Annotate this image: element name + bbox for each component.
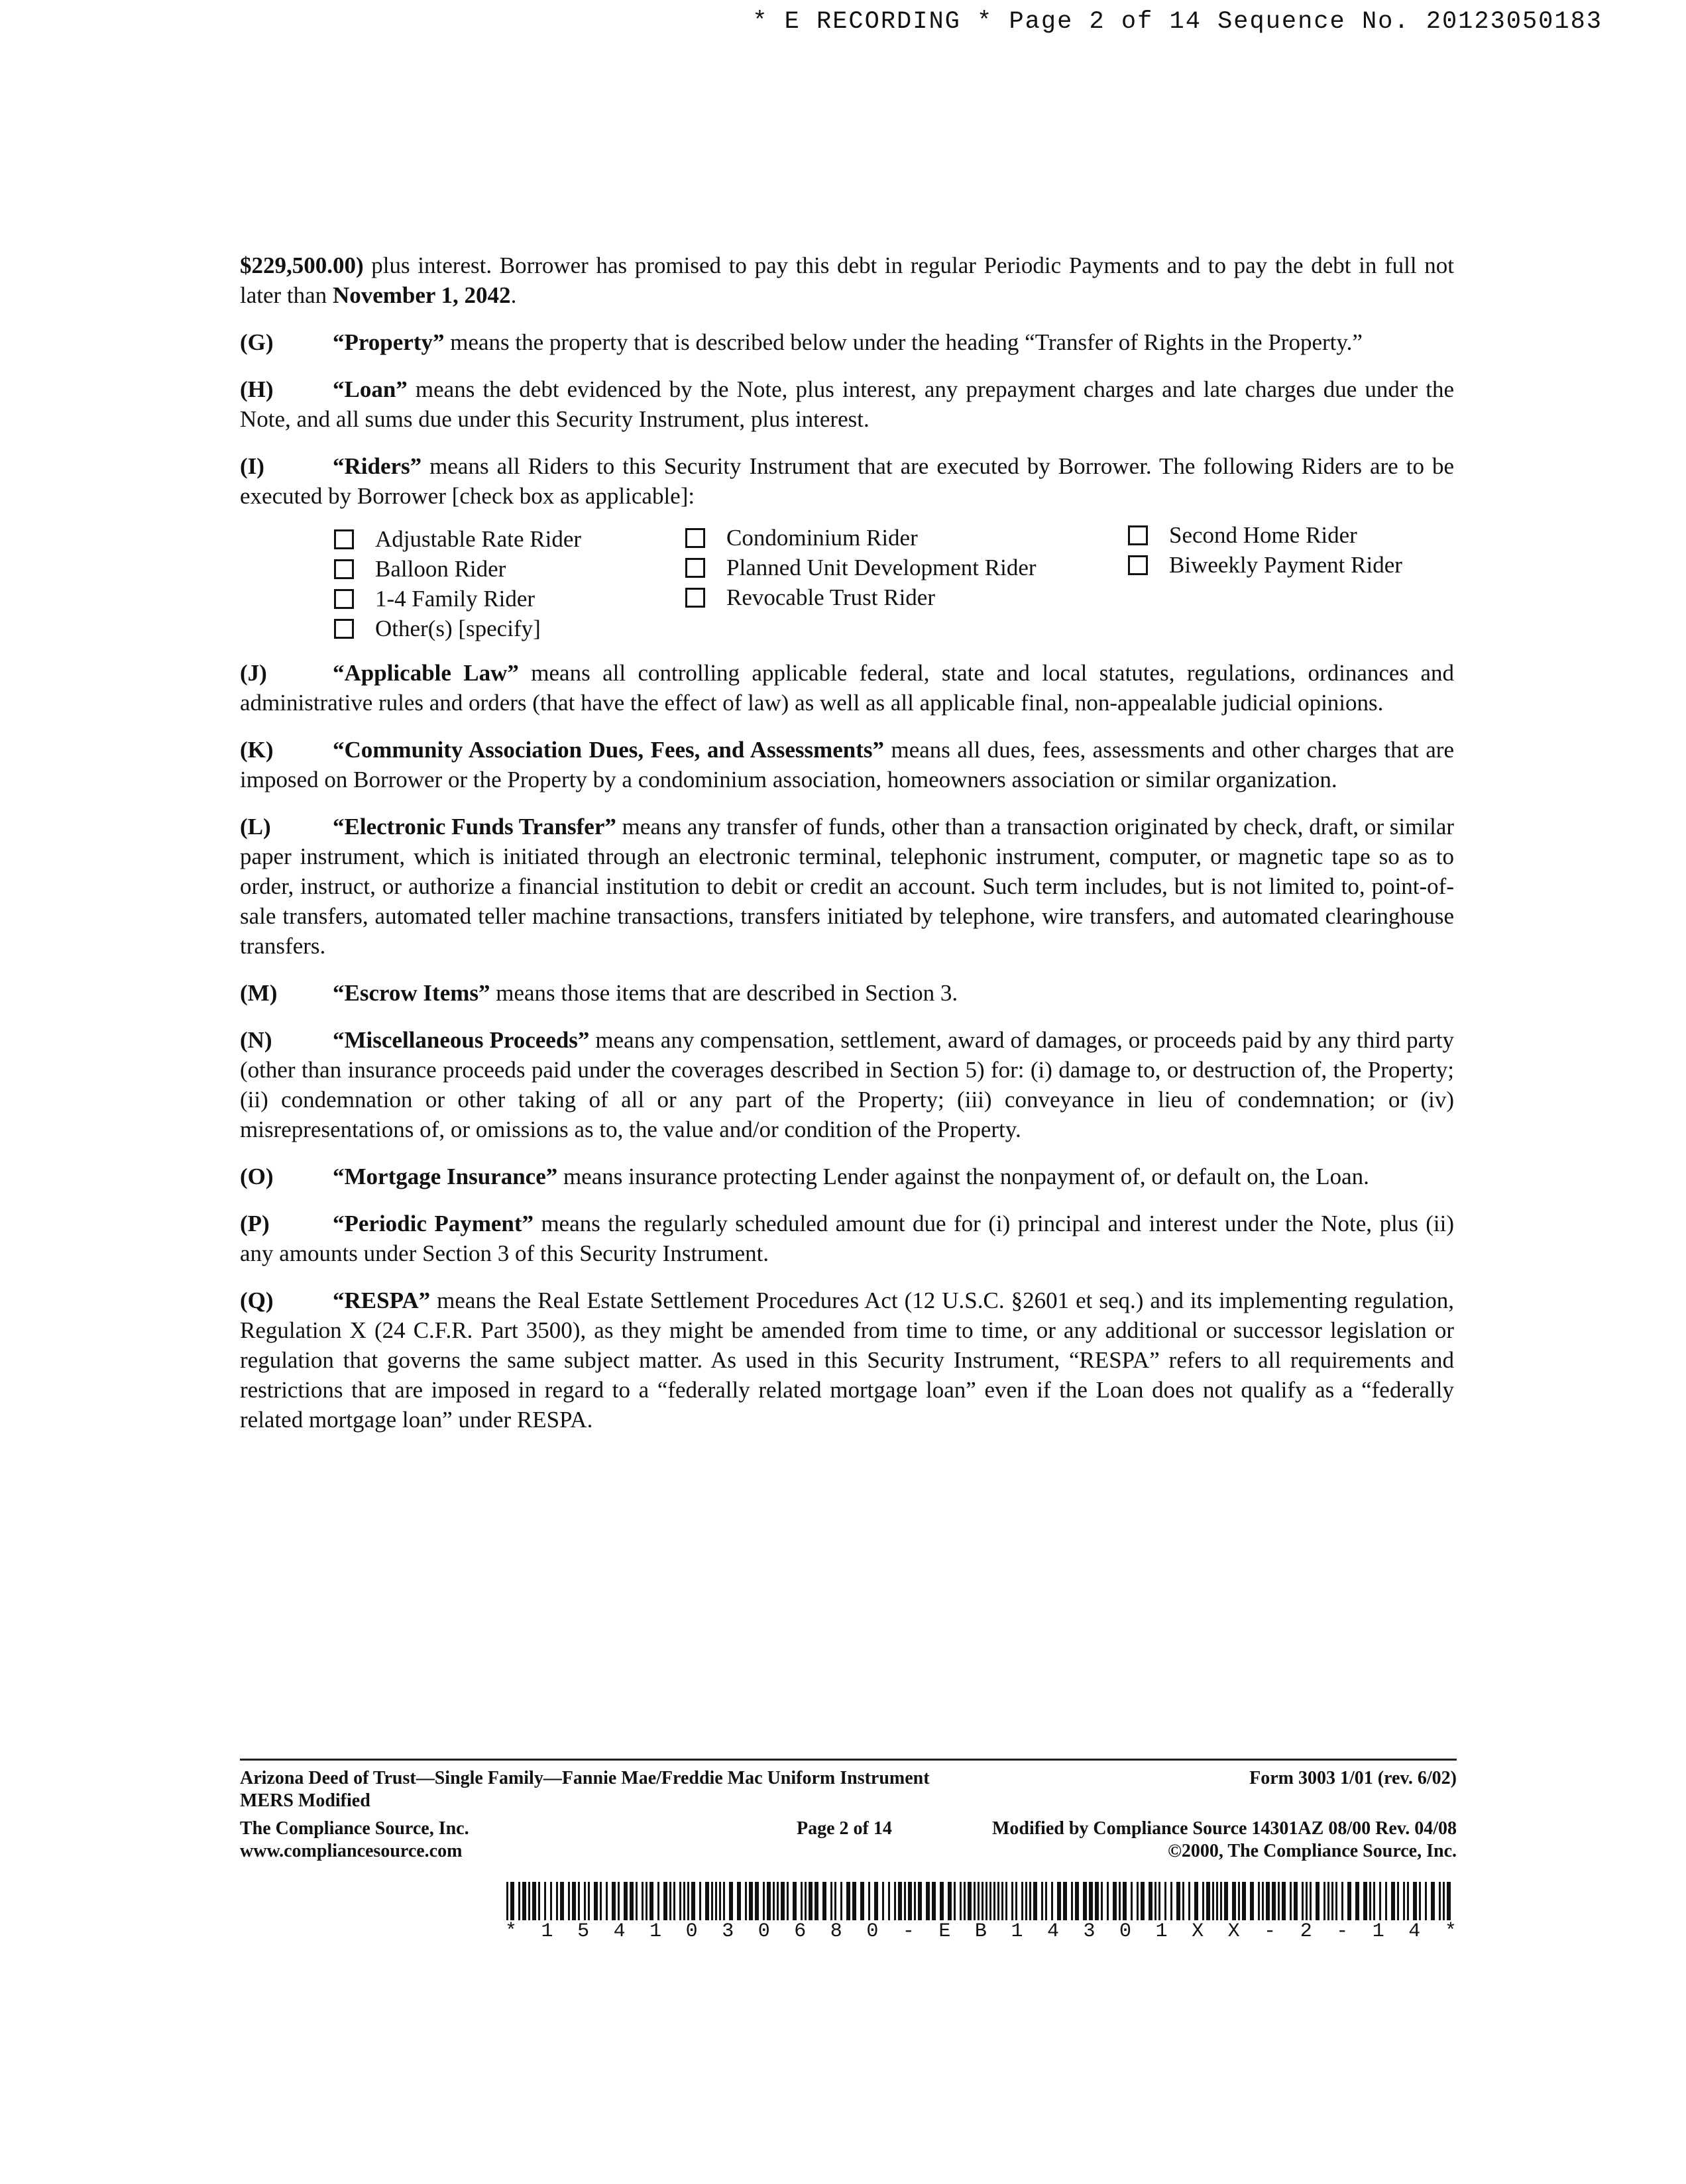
rider-second-home[interactable]: Second Home Rider <box>1128 520 1357 550</box>
barcode-bar <box>1369 1882 1371 1920</box>
barcode-bar <box>663 1882 667 1920</box>
definition-q: (Q) “RESPA” means the Real Estate Settlement Procedures Act (12 U.S.C. §2601 et seq.) and its implementing regulation, Regulation X (24 C.F.R. Part 3500), as they might be amended from time to time, or any additional or successor legislation or regulation that governs the same subject matter. As used in this Security Instrument, “RESPA” refers to all requirements and restrictions that are imposed in regard to a “federally related mortgage loan” even if the Loan does not qualify as a “federally related mortgage loan” under RESPA. <box>240 1285 1454 1435</box>
barcode-bar <box>594 1882 598 1920</box>
barcode-bar <box>618 1882 620 1920</box>
definition-o: (O) “Mortgage Insurance” means insurance protecting Lender against the nonpayment of, or default on, the Loan. <box>240 1162 1454 1191</box>
barcode-bar <box>1075 1882 1079 1920</box>
barcode-text <box>505 1920 1457 1943</box>
barcode-char: 6 <box>794 1920 807 1943</box>
barcode-bar <box>805 1882 807 1920</box>
barcode-bar <box>518 1882 520 1920</box>
barcode-bar <box>1063 1882 1067 1920</box>
barcode-char: 1 <box>1011 1920 1023 1943</box>
footer-form-number: Form 3003 1/01 (rev. 6/02) <box>1249 1768 1457 1788</box>
barcode-bar <box>737 1882 741 1920</box>
barcode-bar <box>1327 1882 1329 1920</box>
definition-term: “Loan” <box>333 376 408 402</box>
barcode-bar <box>1202 1882 1204 1920</box>
barcode-bar <box>669 1882 671 1920</box>
barcode-bar <box>868 1882 870 1920</box>
barcode-bar <box>940 1882 944 1920</box>
definition-letter: (P) <box>240 1211 270 1236</box>
barcode-char: 0 <box>1119 1920 1132 1943</box>
barcode-bar <box>1029 1882 1031 1920</box>
barcode-bar <box>773 1882 775 1920</box>
barcode-char: X <box>1192 1920 1204 1943</box>
barcode-bar <box>630 1882 634 1920</box>
barcode-bar <box>755 1882 759 1920</box>
barcode-bar <box>809 1882 813 1920</box>
barcode-char: B <box>974 1920 987 1943</box>
barcode-bar <box>1397 1882 1399 1920</box>
definition-letter: (M) <box>240 980 278 1006</box>
barcode-bar <box>1439 1882 1441 1920</box>
definition-term: “Periodic Payment” <box>333 1211 534 1236</box>
rider-condominium[interactable]: Condominium Rider <box>685 523 918 553</box>
barcode-char: 8 <box>830 1920 842 1943</box>
rider-others[interactable]: Other(s) [specify] <box>334 614 541 643</box>
barcode-bar <box>568 1882 570 1920</box>
checkbox[interactable] <box>334 589 354 609</box>
checkbox[interactable] <box>1128 525 1148 545</box>
barcode-bar <box>723 1882 725 1920</box>
definition-term: “Mortgage Insurance” <box>333 1164 558 1189</box>
barcode-bar <box>1216 1882 1218 1920</box>
definition-letter: (H) <box>240 376 274 402</box>
paragraph-f-continued: $229,500.00) plus interest. Borrower has promised to pay this debt in regular Periodic Payments and to pay the debt in full not later than November 1, 2042. <box>240 252 1454 308</box>
barcode-bar <box>1425 1882 1427 1920</box>
barcode-bar <box>982 1882 984 1920</box>
barcode-bar <box>1095 1882 1099 1920</box>
definition-l: (L) “Electronic Funds Transfer” means any transfer of funds, other than a transaction originated by check, draft, or similar paper instrument, which is initiated through an electronic terminal, telephonic instrument, computer, or magnetic tape so as to order, instruct, or authorize a financial institution to debit or credit an account. Such term includes, but is not limited to, point-of-sale transfers, automated teller machine transactions, transfers initiated by telephone, wire transfers, and automated clearinghouse transfers. <box>240 812 1454 961</box>
barcode-char: 2 <box>1300 1920 1312 1943</box>
barcode-bar <box>932 1882 936 1920</box>
barcode-bar <box>1347 1882 1351 1920</box>
barcode-bar <box>1232 1882 1236 1920</box>
barcode-bar <box>904 1882 906 1920</box>
rider-balloon[interactable]: Balloon Rider <box>334 554 506 584</box>
definition-term: “Riders” <box>333 453 422 479</box>
footer-modified-by: Modified by Compliance Source 14301AZ 08/00 Rev. 04/08 <box>991 1818 1457 1839</box>
barcode-bar <box>787 1882 789 1920</box>
barcode-bar <box>1123 1882 1127 1920</box>
footer-website: www.compliancesource.com <box>240 1841 463 1861</box>
barcode-bar <box>898 1882 902 1920</box>
barcode-bar <box>1119 1882 1121 1920</box>
barcode-bar <box>606 1882 608 1920</box>
definition-letter: (K) <box>240 737 274 763</box>
barcode-bar <box>1206 1882 1210 1920</box>
barcode-bar <box>532 1882 536 1920</box>
maturity-date: November 1, 2042 <box>332 282 511 308</box>
definition-term: “Applicable Law” <box>333 660 519 686</box>
barcode-bar <box>1107 1882 1109 1920</box>
barcode-bar <box>1250 1882 1254 1920</box>
barcode-bar <box>729 1882 733 1920</box>
footer-page-number: Page 2 of 14 <box>797 1818 892 1839</box>
barcode-bar <box>1158 1882 1160 1920</box>
barcode-bar <box>1170 1882 1172 1920</box>
barcode-bar <box>646 1882 647 1920</box>
barcode-bar <box>918 1882 922 1920</box>
barcode-bar <box>1447 1882 1451 1920</box>
barcode-bar <box>1238 1882 1240 1920</box>
definition-letter: (J) <box>240 660 267 686</box>
checkbox[interactable] <box>334 619 354 639</box>
barcode-bar <box>1033 1882 1037 1920</box>
barcode-bar <box>1041 1882 1043 1920</box>
barcode-bar <box>1212 1882 1214 1920</box>
barcode-bar <box>1137 1882 1139 1920</box>
barcode-bar <box>1294 1882 1298 1920</box>
barcode-char: X <box>1227 1920 1240 1943</box>
barcode-bar <box>1083 1882 1087 1920</box>
barcode-bar <box>642 1882 644 1920</box>
barcode-bar <box>914 1882 916 1920</box>
barcode-bar <box>1262 1882 1264 1920</box>
barcode-bar <box>1194 1882 1198 1920</box>
barcode-bar <box>1242 1882 1246 1920</box>
barcode-bar <box>1310 1882 1312 1920</box>
checkbox[interactable] <box>1128 555 1148 575</box>
barcode-char: 0 <box>866 1920 879 1943</box>
barcode-bar <box>1015 1882 1017 1920</box>
barcode-char: 4 <box>1046 1920 1059 1943</box>
page-footer <box>240 1759 1457 1867</box>
barcode-bar <box>506 1882 508 1920</box>
barcode-char: 5 <box>577 1920 590 1943</box>
barcode-bar <box>649 1882 653 1920</box>
definition-h: (H) “Loan” means the debt evidenced by the Note, plus interest, any prepayment charges and late charges due under the Note, and all sums due under this Security Instrument, plus interest. <box>240 374 1454 434</box>
barcode-bar <box>954 1882 956 1920</box>
barcode-bar <box>1113 1882 1117 1920</box>
rider-planned-unit-development[interactable]: Planned Unit Development Rider <box>685 553 1037 582</box>
barcode-char: 3 <box>1083 1920 1096 1943</box>
barcode-bar <box>985 1882 987 1920</box>
barcode-bar <box>1089 1882 1093 1920</box>
barcode-bar <box>846 1882 850 1920</box>
barcode-bar <box>948 1882 952 1920</box>
barcode-char: - <box>1336 1920 1349 1943</box>
rider-biweekly-payment[interactable]: Biweekly Payment Rider <box>1128 550 1402 580</box>
definition-term: “Miscellaneous Proceeds” <box>333 1027 590 1053</box>
barcode-bar <box>926 1882 930 1920</box>
barcode-bar <box>1443 1882 1445 1920</box>
definition-term: “Escrow Items” <box>333 980 490 1006</box>
barcode-bar <box>588 1882 590 1920</box>
definition-m: (M) “Escrow Items” means those items that are described in Section 3. <box>240 978 1454 1008</box>
barcode-bar <box>673 1882 675 1920</box>
barcode-bar <box>719 1882 721 1920</box>
barcode-char: - <box>902 1920 915 1943</box>
barcode-bar <box>1220 1882 1222 1920</box>
barcode-bar <box>968 1882 972 1920</box>
checkbox[interactable] <box>685 558 705 578</box>
barcode-bar <box>960 1882 962 1920</box>
barcode-bar <box>1290 1882 1292 1920</box>
barcode-bar <box>1413 1882 1417 1920</box>
barcode-bar <box>1282 1882 1286 1920</box>
barcode-bar <box>1335 1882 1337 1920</box>
barcode-bar <box>544 1882 546 1920</box>
barcode-bar <box>679 1882 681 1920</box>
recording-header: * E RECORDING * Page 2 of 14 Sequence No. 20123050183 <box>752 8 1602 36</box>
barcode-bar <box>1323 1882 1325 1920</box>
barcode-bar <box>578 1882 580 1920</box>
barcode-bar <box>1182 1882 1184 1920</box>
barcode-bar <box>1272 1882 1276 1920</box>
barcode-bar <box>699 1882 701 1920</box>
barcode-bar <box>538 1882 540 1920</box>
barcode-bar <box>749 1882 753 1920</box>
barcode-bar <box>1045 1882 1047 1920</box>
barcode-bar <box>894 1882 896 1920</box>
barcode-bar <box>1363 1882 1367 1920</box>
barcode-bar <box>1141 1882 1145 1920</box>
footer-mers-modified: MERS Modified <box>240 1790 370 1811</box>
barcode-char: E <box>938 1920 951 1943</box>
checkbox[interactable] <box>685 528 705 548</box>
barcode-bar <box>874 1882 878 1920</box>
barcode-bar <box>767 1882 771 1920</box>
barcode-char: 1 <box>1372 1920 1384 1943</box>
footer-copyright: ©2000, The Compliance Source, Inc. <box>1167 1841 1457 1861</box>
barcode-bar <box>745 1882 747 1920</box>
definition-term: “Property” <box>333 329 445 355</box>
footer-form-title: Arizona Deed of Trust—Single Family—Fannie Mae/Freddie Mac Uniform Instrument <box>240 1768 930 1788</box>
barcode-bar <box>974 1882 976 1920</box>
barcode-bar <box>687 1882 689 1920</box>
barcode-bar <box>793 1882 797 1920</box>
barcode-bar <box>1391 1882 1395 1920</box>
barcode-bar <box>1266 1882 1270 1920</box>
rider-adjustable-rate[interactable]: Adjustable Rate Rider <box>334 524 581 554</box>
barcode-bar <box>612 1882 616 1920</box>
barcode-bar <box>715 1882 717 1920</box>
checkbox[interactable] <box>685 588 705 608</box>
barcode-bar <box>1224 1882 1228 1920</box>
barcode-bar <box>1164 1882 1166 1920</box>
definition-p: (P) “Periodic Payment” means the regularly scheduled amount due for (i) principal and interest under the Note, plus (ii) any amounts under Section 3 of this Security Instrument. <box>240 1209 1454 1268</box>
barcode-bar <box>711 1882 713 1920</box>
barcode-bar <box>1131 1882 1133 1920</box>
barcode-char: 1 <box>649 1920 662 1943</box>
barcode-bar <box>801 1882 803 1920</box>
definition-letter: (O) <box>240 1164 274 1189</box>
barcode-bar <box>1385 1882 1387 1920</box>
barcode-char: 1 <box>541 1920 553 1943</box>
barcode-bar <box>572 1882 576 1920</box>
loan-amount: $229,500.00) <box>240 252 364 278</box>
definition-term: “RESPA” <box>333 1287 431 1313</box>
barcode-bar <box>908 1882 912 1920</box>
barcode-bar <box>636 1882 638 1920</box>
barcode-bar <box>657 1882 659 1920</box>
barcode-bar <box>978 1882 980 1920</box>
barcode-bar <box>1011 1882 1013 1920</box>
barcode-bar <box>510 1882 514 1920</box>
barcode-bar <box>815 1882 818 1920</box>
checkbox[interactable] <box>334 559 354 579</box>
barcode-bar <box>522 1882 526 1920</box>
barcode-bar <box>1071 1882 1073 1920</box>
barcode-bar <box>781 1882 785 1920</box>
barcode-bar <box>1373 1882 1375 1920</box>
barcode-bar <box>882 1882 884 1920</box>
barcode-bar <box>1331 1882 1333 1920</box>
barcode-char: 3 <box>722 1920 734 1943</box>
barcode-bar <box>1316 1882 1320 1920</box>
barcode-bar <box>584 1882 586 1920</box>
barcode-bar <box>1057 1882 1061 1920</box>
barcode-bar <box>1355 1882 1359 1920</box>
barcode-char: 1 <box>1155 1920 1168 1943</box>
barcode-bar <box>1403 1882 1405 1920</box>
barcode-bar <box>600 1882 602 1920</box>
barcode-char: * <box>505 1920 518 1943</box>
barcode-bar <box>888 1882 890 1920</box>
definition-letter: (G) <box>240 329 274 355</box>
barcode-image <box>505 1882 1457 1920</box>
checkbox[interactable] <box>334 529 354 549</box>
definition-g: (G) “Property” means the property that is described below under the heading “Transfer of Rights in the Property.” <box>240 327 1454 357</box>
barcode-bar <box>1419 1882 1421 1920</box>
barcode-bar <box>556 1882 558 1920</box>
definition-letter: (L) <box>240 814 271 840</box>
barcode-bar <box>840 1882 842 1920</box>
riders-checklist <box>240 520 1454 639</box>
definition-letter: (Q) <box>240 1287 274 1313</box>
definition-i: (I) “Riders” means all Riders to this Security Instrument that are executed by Borrower. The following Riders are to be executed by Borrower [check box as applicable]: <box>240 451 1454 511</box>
barcode-bar <box>830 1882 832 1920</box>
barcode-bar <box>624 1882 628 1920</box>
barcode-bar <box>852 1882 856 1920</box>
barcode-char: * <box>1444 1920 1457 1943</box>
definition-n: (N) “Miscellaneous Proceeds” means any compensation, settlement, award of damages, or proceeds paid by any third party (other than insurance proceeds paid under the coverages described in Section 5) for: (i) damage to, or destruction of, the Property; (ii) condemnation or other taking of all or any part of the Property; (iii) conveyance in lieu of condemnation; or (iv) misrepresentations of, or omissions as to, the value and/or condition of the Property. <box>240 1025 1454 1144</box>
barcode-bar <box>1154 1882 1156 1920</box>
barcode-char: 0 <box>758 1920 770 1943</box>
barcode-bar <box>1278 1882 1280 1920</box>
barcode-bar <box>964 1882 966 1920</box>
barcode-bar <box>1101 1882 1103 1920</box>
barcode-bar <box>860 1882 864 1920</box>
barcode-bar <box>683 1882 685 1920</box>
barcode-bar <box>1407 1882 1409 1920</box>
barcode-bar <box>528 1882 530 1920</box>
definition-term: “Community Association Dues, Fees, and Assessments” <box>333 737 885 763</box>
barcode-bar <box>691 1882 695 1920</box>
barcode-bar <box>1306 1882 1308 1920</box>
barcode-bar <box>1302 1882 1304 1920</box>
barcode-bar <box>1176 1882 1180 1920</box>
barcode-bar <box>705 1882 709 1920</box>
definition-k: (K) “Community Association Dues, Fees, and Assessments” means all dues, fees, assessments and other charges that are imposed on Borrower or the Property by a condominium association, homeowners association or similar organization. <box>240 735 1454 794</box>
barcode-bar <box>1149 1882 1152 1920</box>
barcode-bar <box>1001 1882 1003 1920</box>
barcode-bar <box>1188 1882 1190 1920</box>
definition-letter: (I) <box>240 453 264 479</box>
footer-company: The Compliance Source, Inc. <box>240 1818 469 1839</box>
barcode-bar <box>1051 1882 1053 1920</box>
barcode-bar <box>989 1882 991 1920</box>
barcode-bar <box>1379 1882 1381 1920</box>
barcode-bar <box>763 1882 765 1920</box>
barcode-bar <box>997 1882 999 1920</box>
barcode-bar <box>1025 1882 1027 1920</box>
barcode-bar <box>550 1882 552 1920</box>
barcode-bar <box>1005 1882 1007 1920</box>
barcode-bar <box>834 1882 836 1920</box>
barcode-bar <box>777 1882 779 1920</box>
barcode-char: - <box>1264 1920 1276 1943</box>
barcode-bar <box>560 1882 564 1920</box>
barcode-bar <box>1021 1882 1023 1920</box>
definition-term: “Electronic Funds Transfer” <box>333 814 616 840</box>
barcode-bar <box>822 1882 826 1920</box>
definition-letter: (N) <box>240 1027 272 1053</box>
barcode-char: 4 <box>613 1920 626 1943</box>
barcode-char: 4 <box>1408 1920 1421 1943</box>
barcode-bar <box>1258 1882 1260 1920</box>
definition-j: (J) “Applicable Law” means all controlling applicable federal, state and local statutes, regulations, ordinances and administrative rules and orders (that have the effect of law) as well as all applicable final, non-appealable judicial opinions. <box>240 658 1454 718</box>
barcode-bar <box>1341 1882 1343 1920</box>
barcode-bar <box>1431 1882 1435 1920</box>
rider-1-4-family[interactable]: 1-4 Family Rider <box>334 584 535 614</box>
document-body <box>240 250 1454 1452</box>
barcode-bar <box>993 1882 995 1920</box>
rider-revocable-trust[interactable]: Revocable Trust Rider <box>685 582 935 612</box>
barcode-char: 0 <box>685 1920 698 1943</box>
